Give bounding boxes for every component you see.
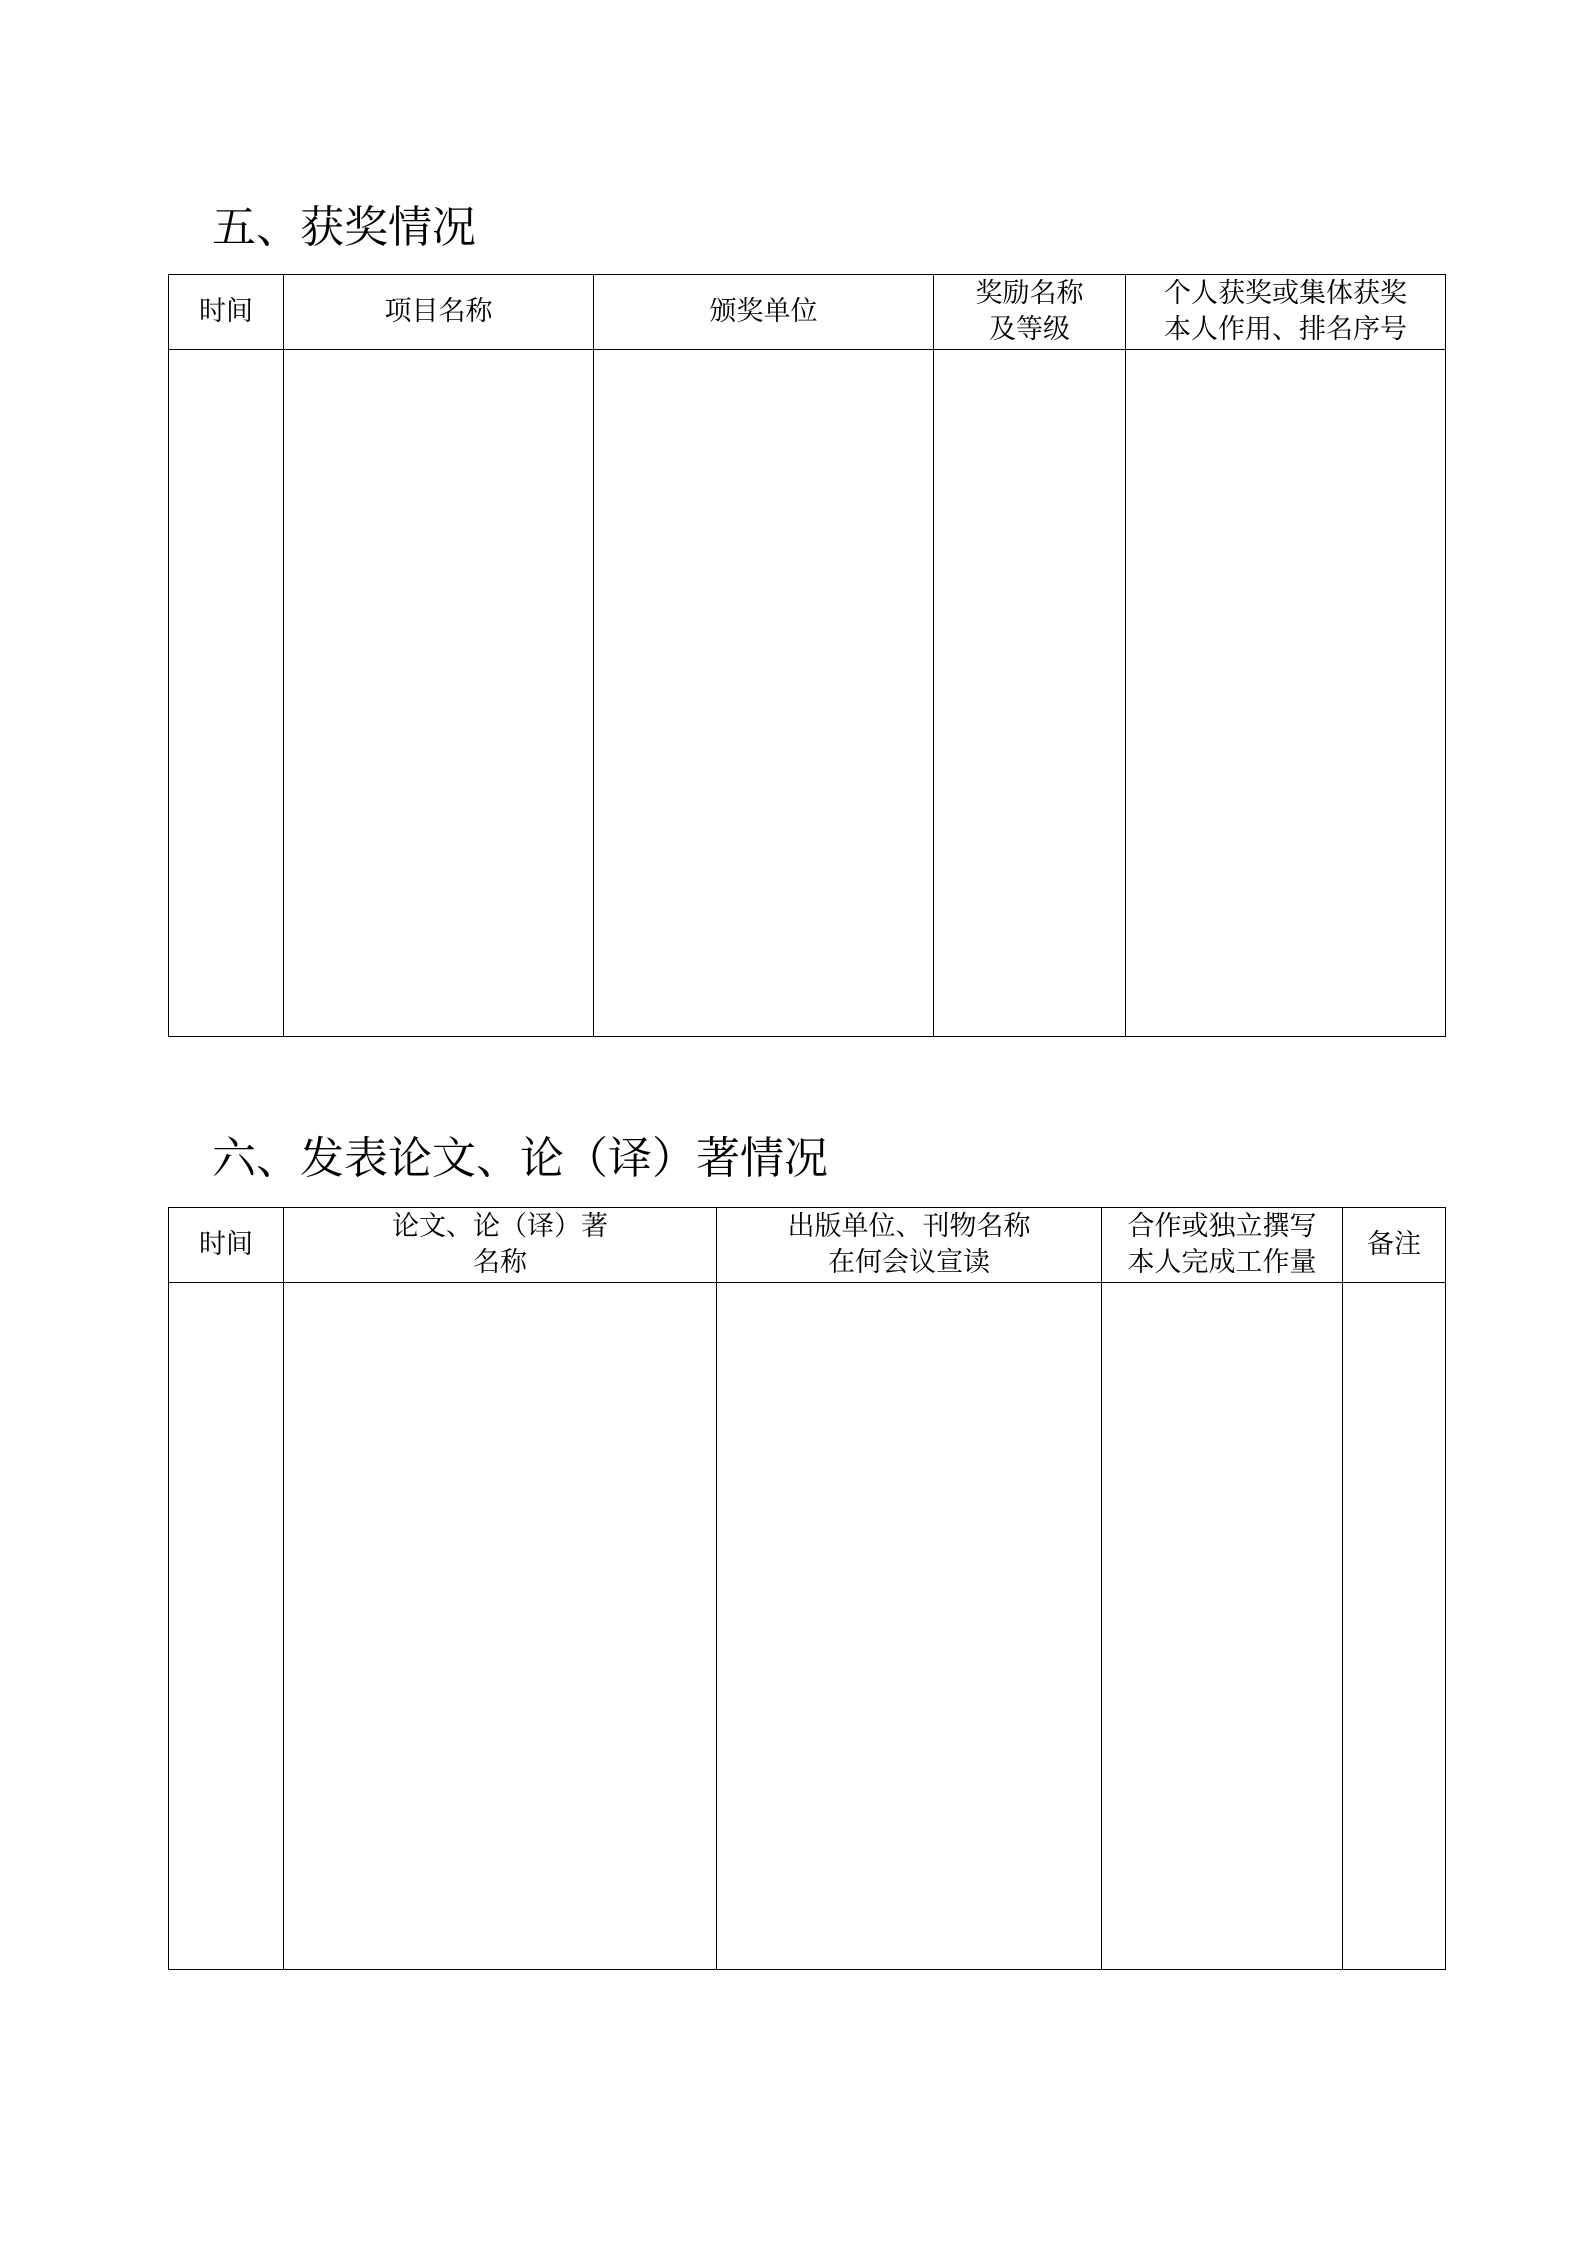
publications-cell-publisher[interactable]: [717, 1283, 1102, 1970]
awards-cell-time[interactable]: [169, 350, 284, 1037]
publications-header-title: 论文、论（译）著 名称: [284, 1208, 717, 1283]
section-title-awards: 五、获奖情况: [212, 202, 476, 253]
awards-cell-award-level[interactable]: [934, 350, 1126, 1037]
awards-cell-issuer[interactable]: [594, 350, 934, 1037]
publications-cell-authorship[interactable]: [1102, 1283, 1343, 1970]
awards-header-award-level: 奖励名称 及等级: [934, 275, 1126, 350]
publications-cell-time[interactable]: [169, 1283, 284, 1970]
awards-table: [168, 274, 1446, 1037]
awards-header-row: [169, 275, 1446, 350]
awards-header-issuer: 颁奖单位: [594, 275, 934, 350]
section-title-publications: 六、发表论文、论（译）著情况: [212, 1133, 828, 1184]
publications-header-row: [169, 1208, 1446, 1283]
awards-header-role-rank: 个人获奖或集体获奖 本人作用、排名序号: [1126, 275, 1446, 350]
awards-entry-row: [169, 350, 1446, 1037]
publications-header-remarks: 备注: [1343, 1208, 1446, 1283]
awards-header-time: 时间: [169, 275, 284, 350]
awards-cell-role-rank[interactable]: [1126, 350, 1446, 1037]
publications-cell-title[interactable]: [284, 1283, 717, 1970]
publications-header-authorship: 合作或独立撰写 本人完成工作量: [1102, 1208, 1343, 1283]
awards-header-project-name: 项目名称: [284, 275, 594, 350]
publications-entry-row: [169, 1283, 1446, 1970]
publications-table: [168, 1207, 1446, 1970]
publications-header-publisher: 出版单位、刊物名称 在何会议宣读: [717, 1208, 1102, 1283]
awards-cell-project-name[interactable]: [284, 350, 594, 1037]
publications-header-time: 时间: [169, 1208, 284, 1283]
publications-cell-remarks[interactable]: [1343, 1283, 1446, 1970]
